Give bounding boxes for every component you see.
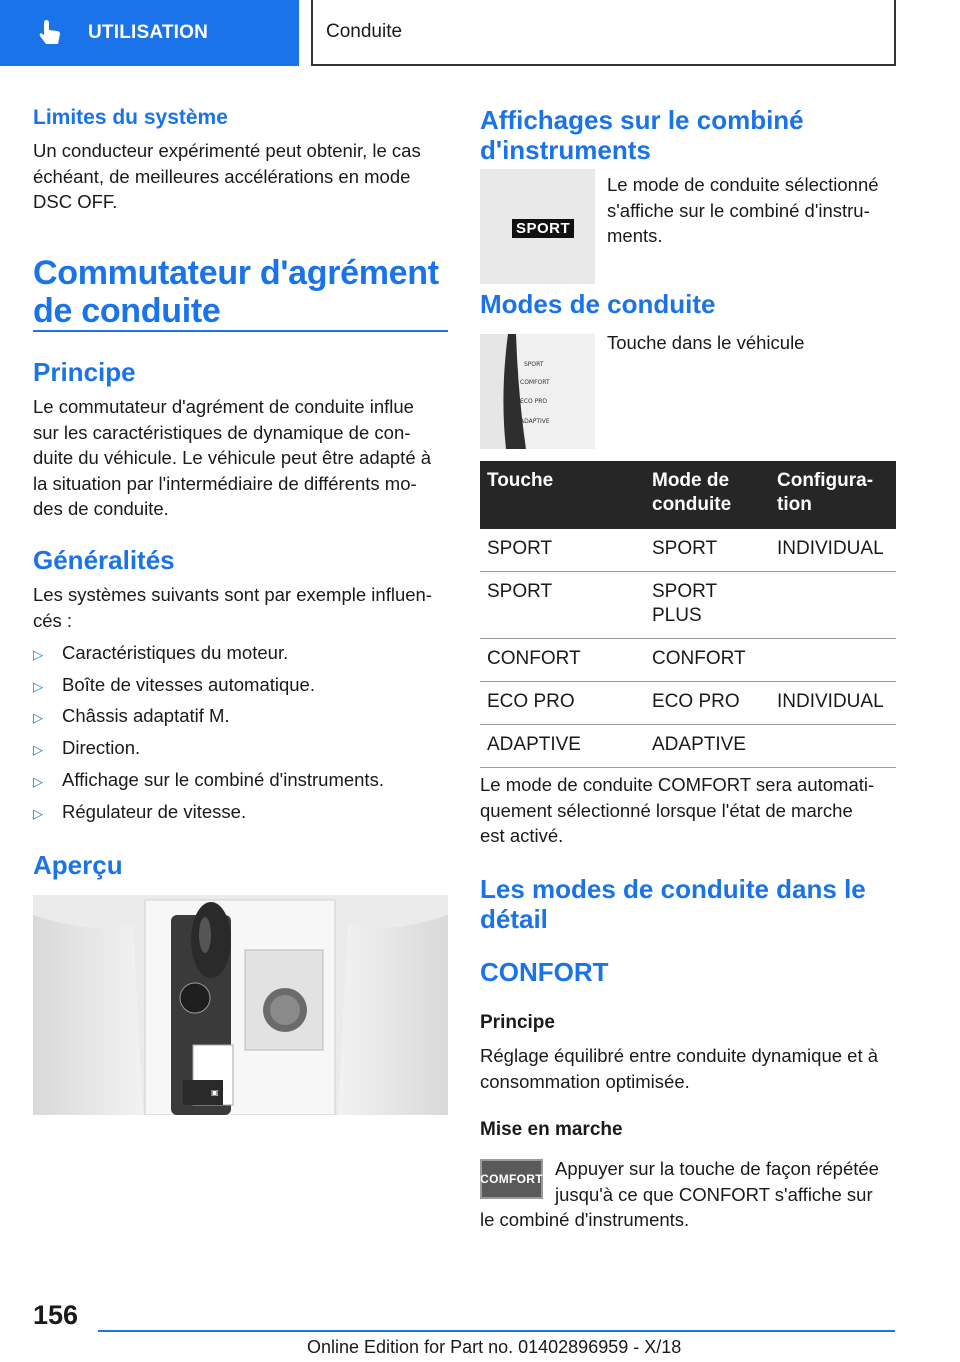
cell-line: SPORT: [652, 581, 718, 602]
text-line: s'affiche sur le combiné d'instru-: [607, 199, 870, 221]
title-divider: [33, 330, 448, 332]
text-line: Un conducteur expérimenté peut obtenir, le cas: [33, 140, 421, 161]
table-row: [480, 682, 896, 725]
modes-heading: Modes de conduite: [480, 289, 716, 319]
main-title-line: de conduite: [33, 292, 221, 330]
table-cell: [770, 572, 896, 639]
text-line: Le mode de conduite COMFORT sera automati-: [480, 774, 875, 795]
confort-heading-text: CONFORT: [480, 957, 609, 987]
hand-pointer-icon: [38, 20, 64, 46]
affichages-heading: [480, 105, 804, 165]
list-item-text: Caractéristiques du moteur.: [62, 642, 289, 663]
main-title-line: Commutateur d'agrément: [33, 254, 439, 292]
text-line: consommation optimisée.: [480, 1070, 690, 1092]
generalites-heading: Généralités: [33, 545, 175, 575]
table-cell: ECO PRO: [480, 682, 645, 725]
list-item: [33, 704, 230, 730]
heading-line: Affichages sur le combiné: [480, 105, 804, 135]
list-item-text: Régulateur de vitesse.: [62, 801, 247, 822]
cell-line: PLUS: [652, 605, 702, 626]
mise-subheading: Mise en marche: [480, 1119, 623, 1140]
page-number: 156: [33, 1300, 79, 1330]
list-item-text: Châssis adaptatif M.: [62, 705, 230, 726]
table-row: [480, 572, 896, 639]
table-cell: ADAPTIVE: [645, 725, 770, 768]
table-header-cell: [770, 461, 896, 529]
sport-badge: SPORT: [512, 219, 574, 238]
table-row: [480, 529, 896, 572]
list-item-text: Direction.: [62, 737, 141, 758]
table-cell: ECO PRO: [645, 682, 770, 725]
console-illustration: [33, 895, 448, 1115]
console-overview-image: [33, 895, 448, 1115]
confort-heading: [480, 957, 609, 987]
section-label: Conduite: [326, 21, 403, 42]
chapter-tab[interactable]: [0, 0, 299, 66]
page-header: [0, 0, 960, 66]
text-line: Le commutateur d'agrément de conduite influe: [33, 396, 414, 417]
driving-modes-table: [480, 461, 896, 768]
table-header-row: [480, 461, 896, 529]
text-line: cés :: [33, 609, 73, 631]
list-item: [33, 800, 246, 826]
limits-paragraph: [33, 138, 448, 215]
detail-heading: [480, 874, 866, 934]
table-header-cell: [645, 461, 770, 529]
table-cell: ADAPTIVE: [480, 725, 645, 768]
triangle-bullet-icon: ▷: [33, 679, 43, 694]
list-item: [33, 736, 140, 762]
text-line: Les systèmes suivants sont par exemple influen-: [33, 584, 432, 605]
list-item: [33, 673, 315, 699]
heading-line: d'instruments: [480, 135, 651, 165]
triangle-bullet-icon: ▷: [33, 710, 43, 725]
text-line: ments.: [607, 225, 663, 246]
list-item-text: Boîte de vitesses automatique.: [62, 674, 315, 695]
table-cell: CONFORT: [480, 639, 645, 682]
table-cell: [645, 572, 770, 639]
table-row: [480, 639, 896, 682]
text-line: Le mode de conduite sélectionné: [607, 174, 879, 195]
console-label: ECO PRO: [520, 398, 548, 405]
heading-line: Les modes de conduite dans le: [480, 874, 866, 904]
text-line: Appuyer sur la touche de façon répétée: [555, 1158, 879, 1179]
edition-text: Online Edition for Part no. 01402896959 - X/18: [307, 1337, 682, 1357]
console-label: ADAPTIVE: [520, 418, 550, 425]
text-line: la situation par l'intermédiaire de différents mo-: [33, 472, 417, 494]
svg-text:▣: ▣: [211, 1088, 219, 1097]
header-text: tion: [777, 494, 812, 515]
text-line: quement sélectionné lorsque l'état de marche: [480, 799, 853, 821]
console-label: COMFORT: [520, 379, 550, 386]
mode-buttons-illustration: [480, 334, 595, 449]
triangle-bullet-icon: ▷: [33, 806, 43, 821]
text-line: duite du véhicule. Le véhicule peut être adapté à: [33, 447, 432, 468]
triangle-bullet-icon: ▷: [33, 774, 43, 789]
header-text: Configura-: [777, 470, 874, 491]
table-cell: CONFORT: [645, 639, 770, 682]
table-cell: SPORT: [480, 572, 645, 639]
affichages-paragraph: [607, 172, 897, 249]
principe-subheading: Principe: [480, 1012, 555, 1033]
table-cell: SPORT: [645, 529, 770, 572]
generalites-paragraph: [33, 582, 453, 633]
table-header-cell: [480, 461, 645, 529]
text-line: DSC OFF.: [33, 191, 118, 212]
list-item: [33, 768, 384, 794]
text-line: est activé.: [480, 825, 564, 846]
mise-paragraph-1: [555, 1156, 900, 1207]
triangle-bullet-icon: ▷: [33, 742, 43, 757]
text-line: jusqu'à ce que CONFORT s'affiche sur: [555, 1183, 873, 1205]
table-cell: SPORT: [480, 529, 645, 572]
apercu-heading: Aperçu: [33, 850, 123, 880]
limits-heading: Limites du système: [33, 106, 228, 129]
modes-paragraph: Touche dans le véhicule: [607, 332, 805, 353]
list-item-text: Affichage sur le combiné d'instruments.: [62, 769, 384, 790]
text-line: des de conduite.: [33, 498, 169, 519]
comfort-button-image: COMFORT: [480, 1159, 543, 1199]
table-cell: INDIVIDUAL: [770, 682, 896, 725]
table-cell: INDIVIDUAL: [770, 529, 896, 572]
list-item: [33, 641, 288, 667]
comfort-paragraph: [480, 772, 900, 849]
chapter-label: UTILISATION: [88, 22, 209, 43]
sport-display-image: [480, 169, 595, 284]
principe-paragraph: [33, 394, 453, 522]
header-text: Touche: [487, 470, 554, 491]
section-tab: [311, 0, 896, 66]
principe-right-paragraph: [480, 1043, 900, 1094]
console-label: SPORT: [524, 361, 544, 368]
main-title: [33, 254, 439, 330]
header-text: conduite: [652, 494, 732, 515]
triangle-bullet-icon: ▷: [33, 647, 43, 662]
header-text: Mode de: [652, 470, 730, 491]
mode-buttons-image: [480, 334, 595, 449]
principe-heading: Principe: [33, 357, 136, 387]
table-cell: [770, 725, 896, 768]
text-line: sur les caractéristiques de dynamique de con-: [33, 421, 411, 443]
table-cell: [770, 639, 896, 682]
mise-paragraph-2: le combiné d'instruments.: [480, 1209, 690, 1230]
heading-line: détail: [480, 904, 548, 934]
footer-divider: [98, 1330, 895, 1332]
text-line: échéant, de meilleures accélérations en mode: [33, 165, 411, 187]
table-row: [480, 725, 896, 768]
text-line: Réglage équilibré entre conduite dynamique et à: [480, 1045, 879, 1066]
